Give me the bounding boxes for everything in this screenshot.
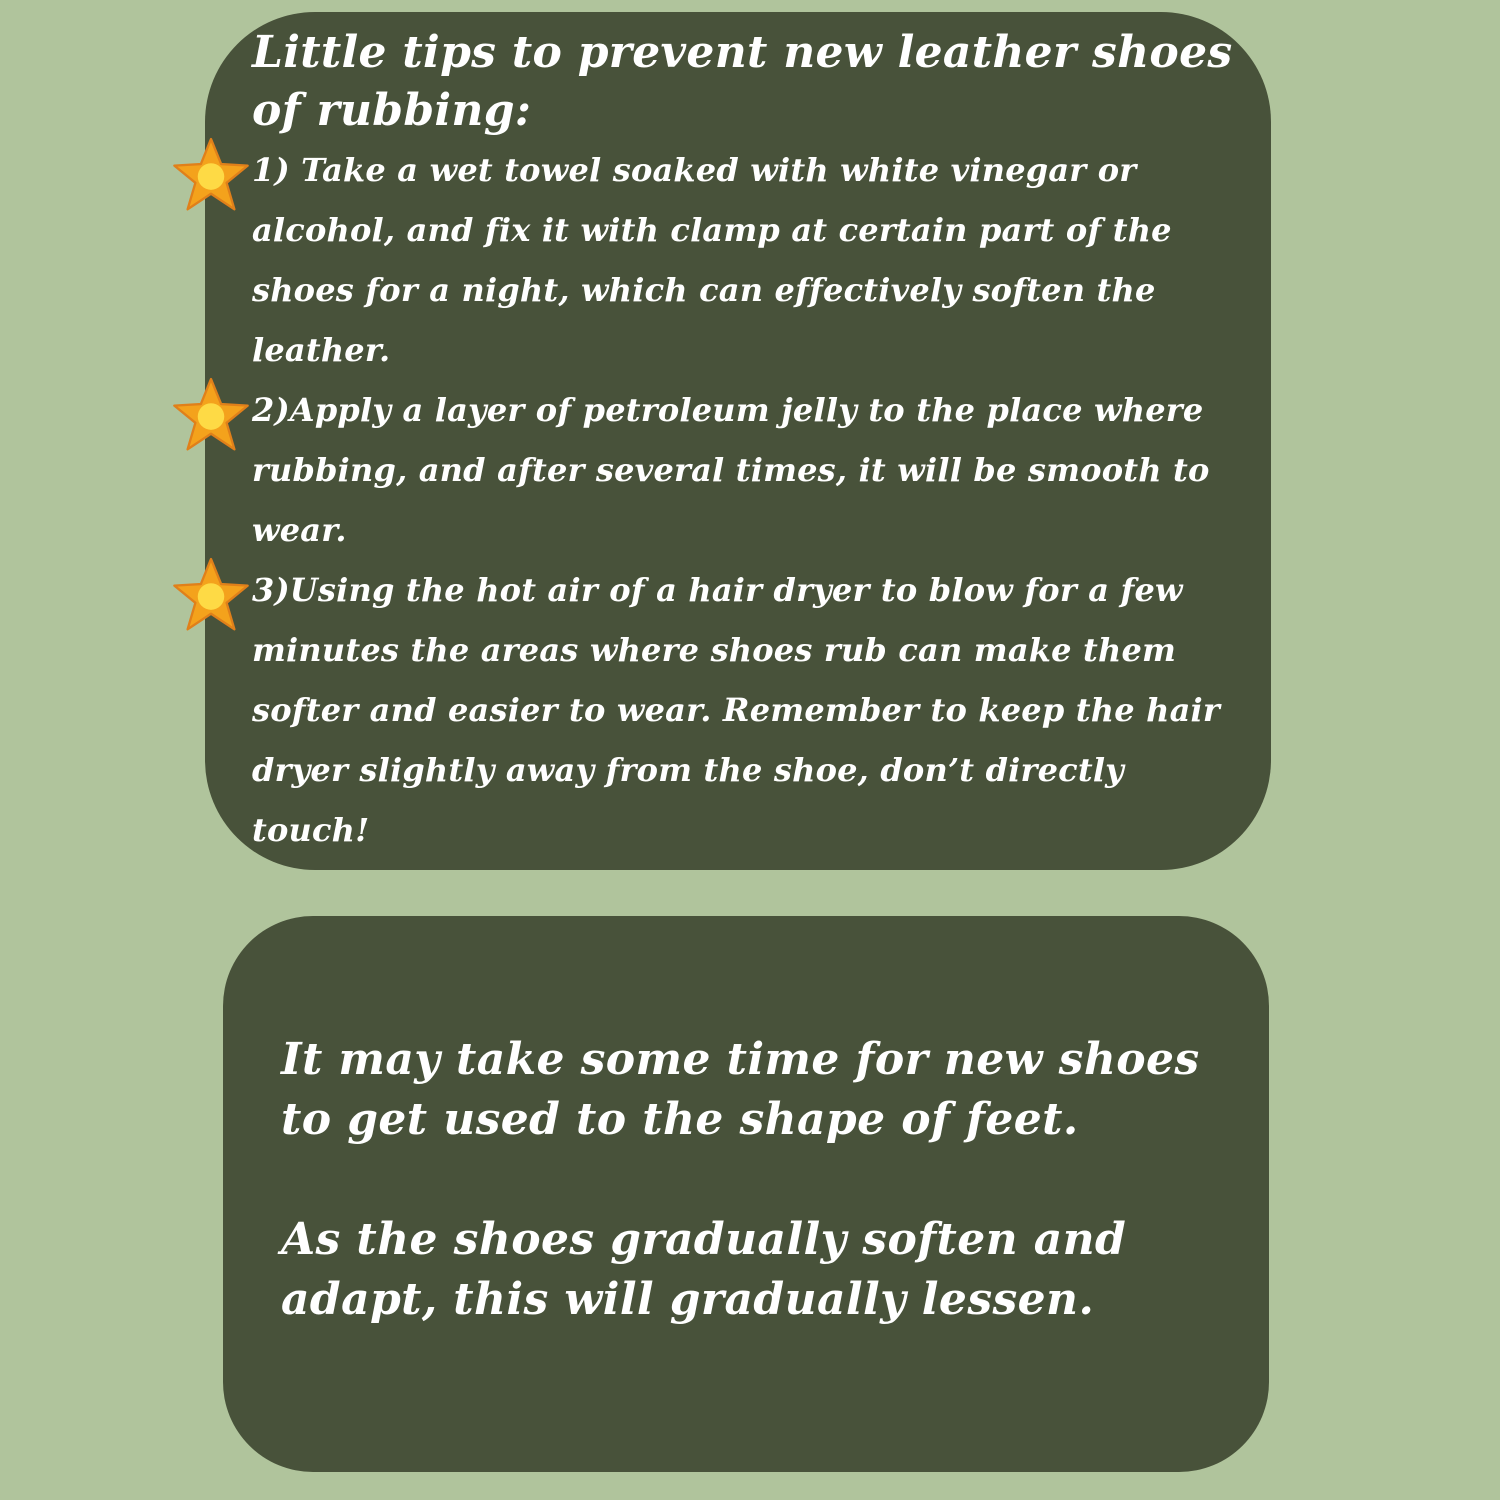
star-icon [172,376,250,454]
tips-title: Little tips to prevent new leather shoes of rubbing: [252,27,1233,136]
star-icon [172,136,250,214]
note-card [223,916,1269,1472]
tip-item-2 [252,380,1252,560]
tip-item-3 [252,560,1252,860]
star-icon [172,556,250,634]
tip-item-1 [252,140,1252,380]
note-paragraph-2: As the shoes gradually soften and adapt, this will gradually lessen. [281,1214,1127,1325]
note-paragraph-1: It may take some time for new shoes to get used to the shape of feet. [281,1034,1200,1145]
tips-list [252,140,1252,860]
tip-text-3: 3)Using the hot air of a hair dryer to blow for a few minutes the areas where shoes rub can make them softer and easier to wear. Remember to keep the hair dryer slightly away from the shoe, don’t directly touch! [252,571,1220,849]
tip-text-1: 1) Take a wet towel soaked with white vinegar or alcohol, and fix it with clamp at certain part of the shoes for a night, which can effectively soften the leather. [252,151,1172,369]
tip-text-2: 2)Apply a layer of petroleum jelly to the place where rubbing, and after several times, it will be smooth to wear. [252,391,1210,549]
